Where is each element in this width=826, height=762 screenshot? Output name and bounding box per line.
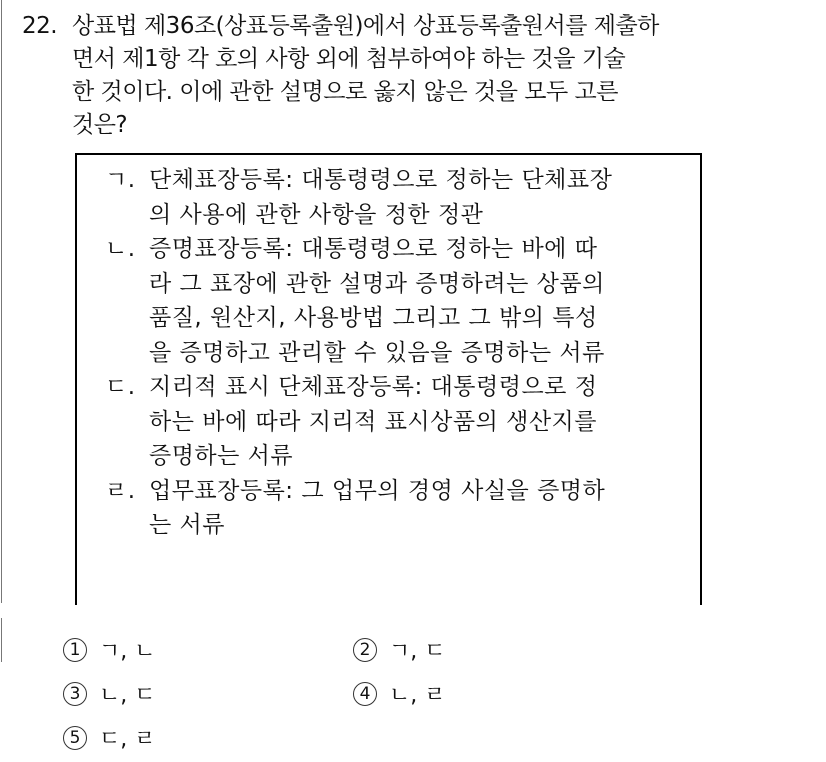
circled-number-icon: 1 [63,638,87,662]
item-text: 는 서류 [149,512,225,538]
page-edge-line [1,0,2,603]
item-text: 단체표장등록: 대통령령으로 정하는 단체표장 [149,167,613,193]
choice-4[interactable] [353,674,643,718]
choice-1[interactable] [63,630,353,674]
item-label: ㄹ. [105,477,136,504]
item-text: 증명하는 서류 [149,443,294,469]
statement-item [105,474,612,509]
answer-choices [63,630,643,762]
circled-number-icon: 3 [63,682,87,706]
choice-text: ㄱ, ㄴ [99,639,156,664]
page-edge-line [1,618,2,662]
question-line: 것은? [72,112,128,138]
choice-text: ㄷ, ㄹ [99,727,156,752]
item-text: 라 그 표장에 관한 설명과 증명하려는 상품의 [149,270,605,297]
item-label: ㄷ. [105,374,136,400]
choice-3[interactable] [63,674,353,718]
question-line: 면서 제1항 각 호의 사항 외에 첨부하여야 하는 것을 기술 [72,46,626,72]
circled-number-icon: 2 [353,638,377,662]
statement-item [105,370,612,405]
statement-item [105,232,612,267]
choice-text: ㄴ, ㄷ [99,683,156,708]
item-text: 하는 바에 따라 지리적 표시상품의 생산지를 [149,408,597,435]
item-text: 업무표장등록: 그 업무의 경영 사실을 증명하 [149,477,606,504]
item-text: 품질, 원산지, 사용방법 그리고 그 밖의 특성 [149,305,598,331]
question-line [22,10,812,43]
circled-number-icon: 5 [63,726,87,750]
question-stem [22,10,812,142]
item-text: 의 사용에 관한 사항을 정한 정관 [149,201,484,228]
item-text: 을 증명하고 관리할 수 있음을 증명하는 서류 [149,339,605,366]
item-text: 증명표장등록: 대통령령으로 정하는 바에 따 [149,236,598,262]
item-label: ㄱ. [105,167,136,193]
statement-item [105,163,612,198]
question-text: 상표법 제36조(상표등록출원)에서 상표등록출원서를 제출하 [72,13,659,39]
statement-box [75,153,702,605]
item-text: 지리적 표시 단체표장등록: 대통령령으로 정 [149,374,598,400]
circled-number-icon: 4 [353,682,377,706]
question-line: 한 것이다. 이에 관한 설명으로 옳지 않은 것을 모두 고른 [72,79,618,105]
choice-text: ㄴ, ㄹ [389,683,446,708]
choice-text: ㄱ, ㄷ [389,639,446,664]
choice-2[interactable] [353,630,643,674]
item-label: ㄴ. [105,236,136,262]
question-number: 22. [22,13,58,39]
choice-5[interactable] [63,718,353,762]
